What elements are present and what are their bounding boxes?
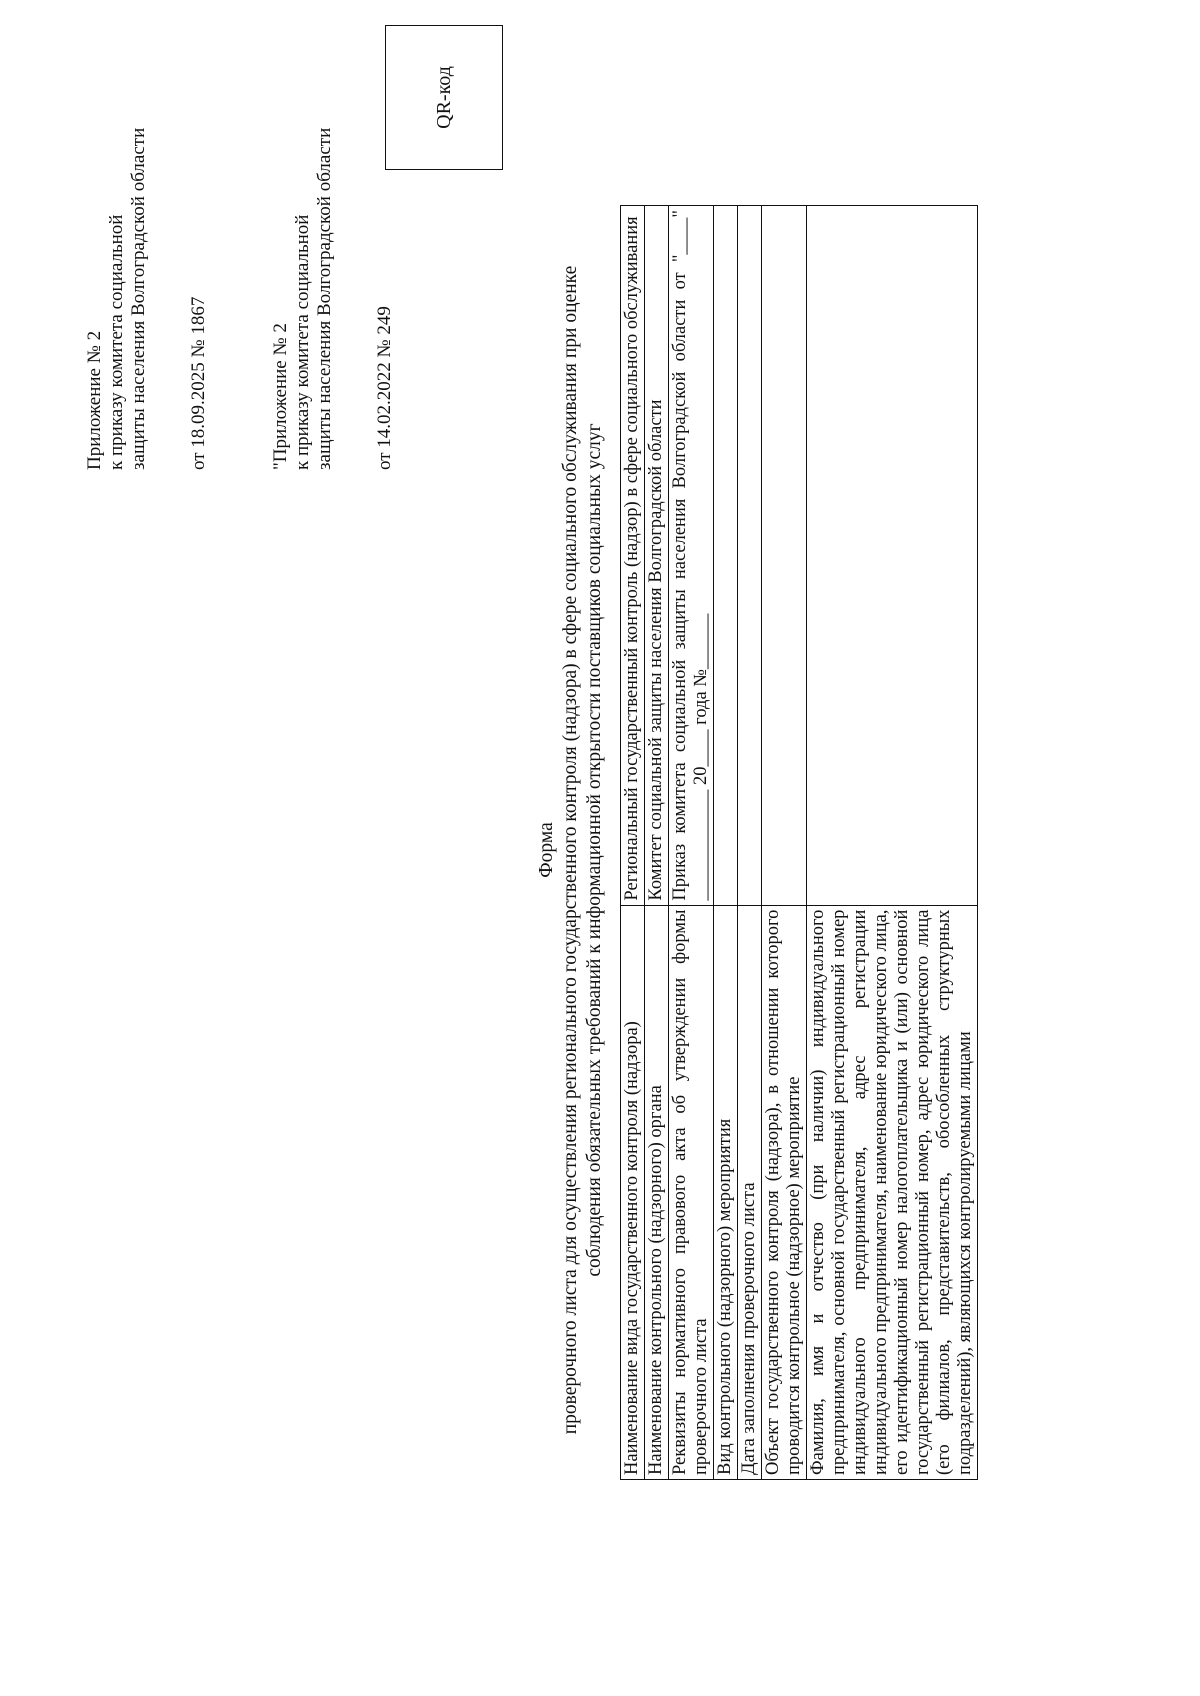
table-row (738, 206, 762, 1480)
appendix-order-ref: к приказу комитета социальной (106, 214, 127, 470)
row-label: Вид контрольного (надзорного) мероприятия (714, 905, 738, 1479)
appendix-order-ref: к приказу комитета социальной (292, 214, 313, 470)
table-row (807, 206, 978, 1480)
row-value: Региональный государственный контроль (надзор) в сфере социального обслуживания (621, 206, 645, 906)
row-value-empty (762, 206, 807, 906)
row-label: Наименование вида государственного контроля (надзора) (621, 905, 645, 1479)
row-label: Дата заполнения проверочного листа (738, 905, 762, 1479)
table-row (714, 206, 738, 1480)
checklist-header-table (620, 205, 978, 1480)
appendix-title: Приложение № 2 (84, 330, 105, 470)
row-value: Комитет социальной защиты населения Волгоградской области (645, 206, 669, 906)
appendix-committee: защиты населения Волгоградской области (128, 127, 149, 470)
form-title (535, 220, 607, 1480)
appendix-date-number: от 14.02.2022 № 249 (374, 306, 395, 470)
table-row (762, 206, 807, 1480)
table-row (669, 206, 714, 1480)
table-row (645, 206, 669, 1480)
qr-code-placeholder (385, 25, 503, 170)
appendix-header-previous (270, 128, 396, 470)
appendix-date-number: от 18.09.2025 № 1867 (188, 296, 209, 470)
appendix-title: "Приложение № 2 (270, 323, 291, 470)
row-value-empty (738, 206, 762, 906)
form-title-line-2: проверочного листа для осуществления регионального государственного контроля (надзора) в сфере социального обслуживания при оценке (560, 265, 581, 1435)
row-value: Приказ комитета социальной защиты населения Волгоградской области от "____" ____________ 20____ года №______ (669, 206, 714, 906)
row-label: Объект государственного контроля (надзора), в отношении которого проводится контрольное (надзорное) мероприятие (762, 905, 807, 1479)
qr-code-label: QR-код (432, 66, 455, 129)
form-title-line-1: Форма (536, 822, 557, 878)
rotated-page (80, 66, 1080, 1580)
form-title-line-3: соблюдения обязательных требований к информационной открытости поставщиков социальных услуг (584, 423, 605, 1277)
appendix-header-current (84, 128, 210, 470)
row-value-empty (807, 206, 978, 906)
row-label: Фамилия, имя и отчество (при наличии) индивидуального предпринимателя, основной государственный регистрационный номер индивидуального предпринимателя, адрес регистрации индивидуального предпринимателя, наименование юридического лица, его идентификационный номер налогоплательщика и (или) основной государственный регистрационный номер, адрес юридического лица (его филиалов, представительств, обособленных структурных подразделений), являющихся контролируемыми лицами (807, 905, 978, 1479)
appendix-committee: защиты населения Волгоградской области (314, 127, 335, 470)
row-label: Наименование контрольного (надзорного) органа (645, 905, 669, 1479)
row-label: Реквизиты нормативного правового акта об утверждении формы проверочного листа (669, 905, 714, 1479)
table-row (621, 206, 645, 1480)
row-value-empty (714, 206, 738, 906)
